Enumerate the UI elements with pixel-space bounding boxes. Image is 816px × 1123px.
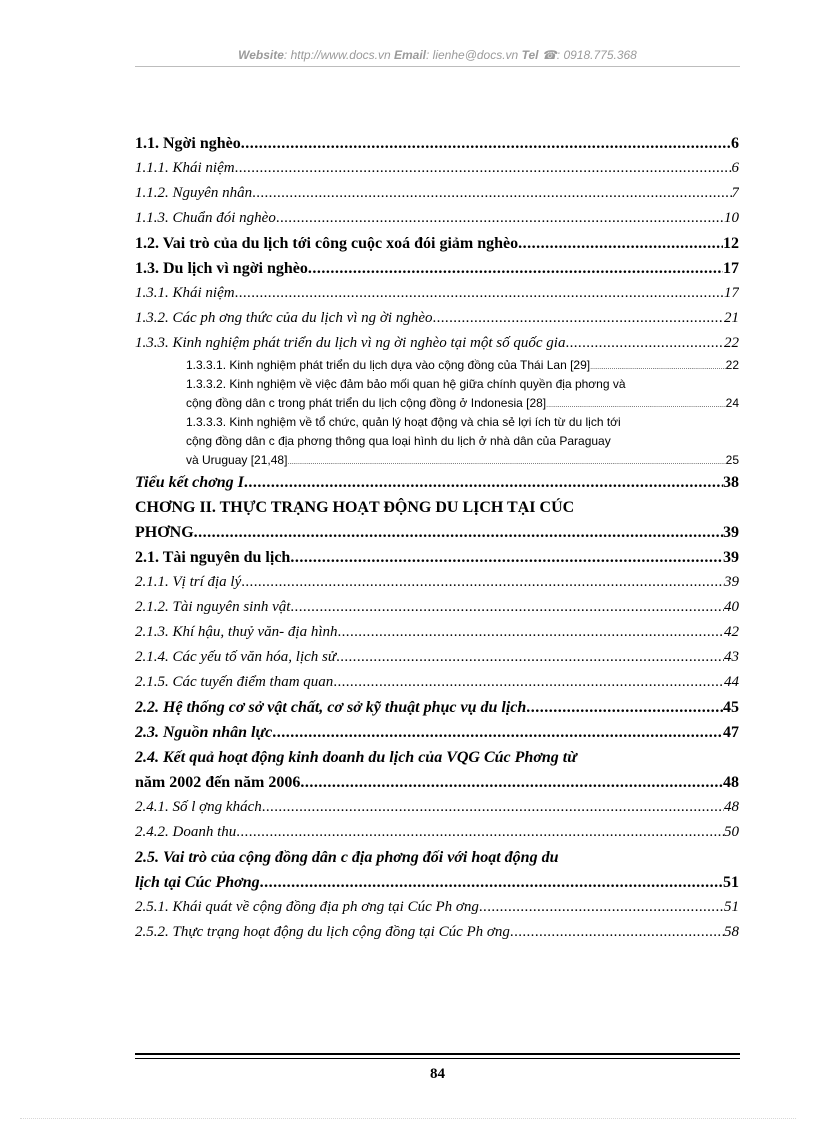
footer-rule (135, 1058, 740, 1059)
toc-entry-line: 2.5. Vai trò của cộng đồng dân c địa phơng đối với hoạt động du (135, 849, 559, 866)
page-header (135, 48, 740, 62)
toc-entry: 1.3.1. Khái niệm ..... 17 (135, 281, 739, 306)
toc-entry: 2.3. Nguồn nhân lực ..... 47 (135, 720, 739, 745)
toc-entry: 2.5.1. Khái quát về cộng đồng địa ph ơng tại Cúc Ph ơng ..... 51 (135, 895, 739, 920)
toc-entry: 1.2. Vai trò của du lịch tới công cuộc xoá đói giảm nghèo ..... 12 (135, 231, 739, 256)
toc-entry-line: 2.4. Kết quả hoạt động kinh doanh du lịch của VQG Cúc Phơng từ (135, 749, 577, 766)
page-border (20, 1118, 796, 1119)
toc-entry: 2.4.2. Doanh thu ..... 50 (135, 820, 739, 845)
footer-rule (135, 1053, 740, 1055)
toc-entry: PHƠNG ..... 39 (135, 520, 739, 545)
toc-entry: 2.1. Tài nguyên du lịch ..... 39 (135, 545, 739, 570)
toc-entry-line: 1.3.3.2. Kinh nghiệm về việc đảm bảo mối quan hệ giữa chính quyền địa phơng và (186, 377, 626, 391)
toc-entry: 1.3.2. Các ph ơng thức của du lịch vì ng ời nghèo ..... 21 (135, 306, 739, 331)
toc-entry: 2.1.3. Khí hậu, thuỷ văn- địa hình ..... 42 (135, 620, 739, 645)
toc-entry-line: cộng đồng dân c địa phơng thông qua loại hình du lịch ở nhà dân của Paraguay (186, 434, 611, 448)
toc-entry: 2.1.2. Tài nguyên sinh vật ..... 40 (135, 595, 739, 620)
tel-label: Tel (521, 48, 539, 62)
toc-entry: lịch tại Cúc Phơng ..... 51 (135, 870, 739, 895)
chapter-heading: CHƠNG II. THỰC TRẠNG HOẠT ĐỘNG DU LỊCH TẠI CÚC (135, 499, 575, 516)
toc-entry: 1.1. Ngời nghèo ..... 6 (135, 131, 739, 156)
toc-entry-line: 1.3.3.3. Kinh nghiệm về tổ chức, quản lý hoạt động và chia sẻ lợi ích từ du lịch tới (186, 415, 621, 429)
toc-entry: 2.5.2. Thực trạng hoạt động du lịch cộng đồng tại Cúc Ph ơng ..... 58 (135, 920, 739, 945)
website-label: Website (238, 48, 284, 62)
page-number: 84 (430, 1066, 445, 1082)
phone-icon: ☎ (541, 48, 557, 62)
toc-entry: 2.1.1. Vị trí địa lý ..... 39 (135, 570, 739, 595)
toc-entry: 1.3. Du lịch vì ngời nghèo ..... 17 (135, 256, 739, 281)
toc-entry: 1.3.3. Kinh nghiệm phát triển du lịch vì ng ời nghèo tại một số quốc gia ..... 22 (135, 331, 739, 356)
header-rule (135, 66, 740, 67)
website-url: : http://www.docs.vn (283, 48, 391, 62)
toc-entry: 2.1.4. Các yếu tố văn hóa, lịch sử ..... 43 (135, 645, 739, 670)
toc-entry: và Uruguay [21,48] ..... 25 (135, 451, 739, 470)
email-value: : lienhe@docs.vn (426, 48, 519, 62)
email-label: Email (393, 48, 426, 62)
toc-entry: 2.2. Hệ thống cơ sở vật chất, cơ sở kỹ thuật phục vụ du lịch ..... 45 (135, 695, 739, 720)
toc-entry: 2.4.1. Số l ợng khách ..... 48 (135, 795, 739, 820)
toc-entry: cộng đồng dân c trong phát triển du lịch cộng đồng ở Indonesia [28] ..... 24 (135, 394, 739, 413)
toc-entry: 1.1.1. Khái niệm ..... 6 (135, 156, 739, 181)
toc-entry: Tiểu kết chơng I ..... 38 (135, 470, 739, 495)
tel-value: : 0918.775.368 (556, 48, 637, 62)
toc-entry: năm 2002 đến năm 2006 ..... 48 (135, 770, 739, 795)
toc-entry: 1.1.3. Chuẩn đói nghèo ..... 10 (135, 206, 739, 231)
toc-entry: 1.3.3.1. Kinh nghiệm phát triển du lịch dựa vào cộng đồng của Thái Lan [29] ..... 22 (135, 356, 739, 375)
toc-entry: 1.1.2. Nguyên nhân ..... 7 (135, 181, 739, 206)
table-of-contents (135, 131, 739, 945)
toc-entry: 2.1.5. Các tuyến điểm tham quan ..... 44 (135, 670, 739, 695)
